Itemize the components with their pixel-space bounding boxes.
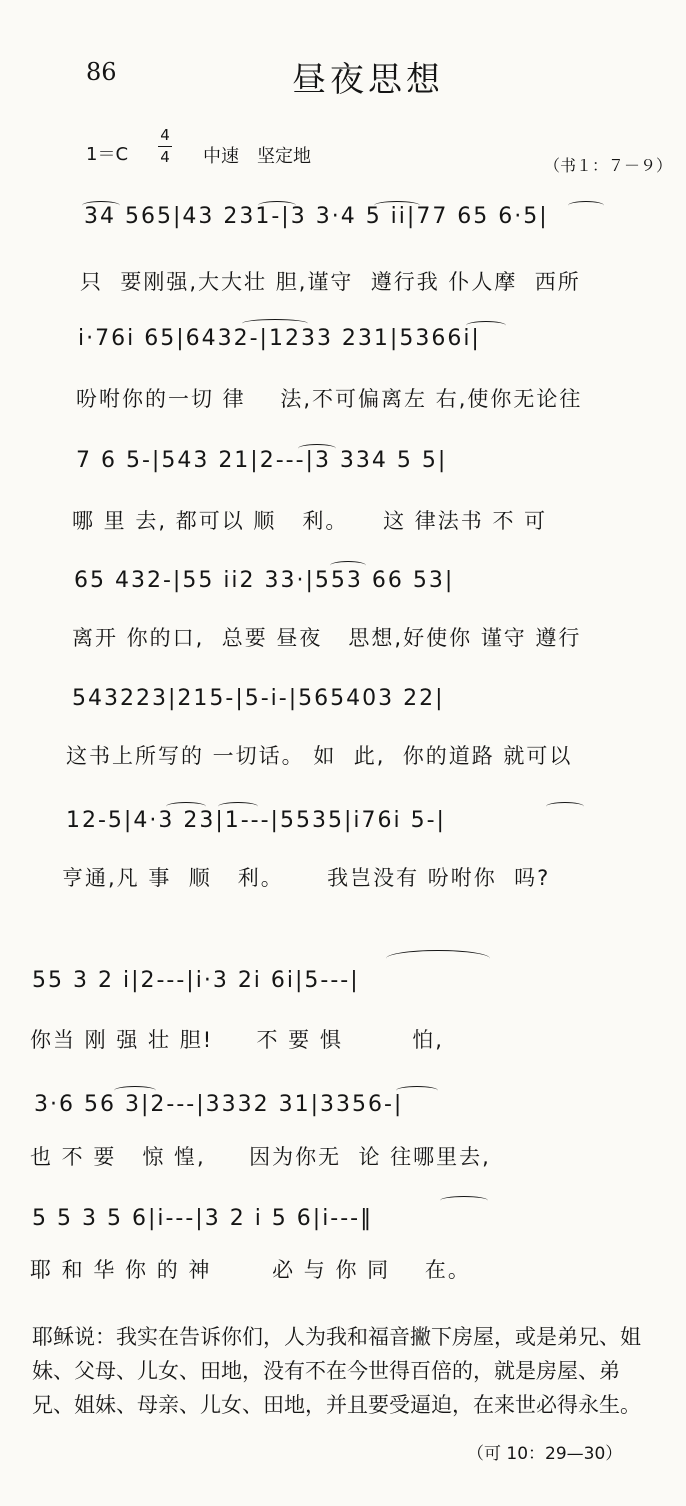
lyrics-line-8: 也 不 要 惊 惶, 因为你无 论 往哪里去, xyxy=(30,1145,491,1169)
slur-mark xyxy=(166,802,206,811)
slur-mark xyxy=(546,802,584,811)
notation-line-1: 34 565|43 231-|3 3·4 5 ii|77 65 6·5| xyxy=(84,204,549,229)
slur-mark xyxy=(466,321,506,330)
lyrics-line-7: 你当 刚 强 壮 胆! 不 要 惧 怕, xyxy=(30,1028,444,1052)
time-signature-numerator: 4 xyxy=(160,126,170,144)
notation-line-6: 12-5|4·3 23|1---|5535|i76i 5-| xyxy=(66,808,446,833)
footer-reference: （可 10：29—30） xyxy=(467,1444,623,1464)
slur-mark xyxy=(114,1086,156,1095)
slur-mark xyxy=(396,1086,438,1095)
lyrics-line-9: 耶 和 华 你 的 神 必 与 你 同 在。 xyxy=(30,1258,471,1282)
tempo-marking: 中速 坚定地 xyxy=(203,146,311,167)
notation-line-4: 65 432-|55 ii2 33·|553 66 53| xyxy=(74,568,455,593)
time-signature-divider xyxy=(158,146,172,147)
page-number: 86 xyxy=(86,58,117,86)
slur-mark xyxy=(568,201,604,210)
notation-line-5: 543223|215-|5-i-|565403 22| xyxy=(72,686,445,711)
time-signature-denominator: 4 xyxy=(160,148,170,166)
slur-mark xyxy=(386,950,490,967)
slur-mark xyxy=(298,444,336,453)
lyrics-line-6: 亨通,凡 事 顺 利。 我岂没有 吩咐你 吗? xyxy=(62,866,551,890)
scripture-reference: （书１：７－９） xyxy=(544,156,673,175)
slur-mark xyxy=(258,201,296,210)
slur-mark xyxy=(374,201,420,210)
notation-line-2: i·76i 65|6432-|1233 231|5366i| xyxy=(78,326,481,351)
lyrics-line-5: 这书上所写的 一切话。 如 此, 你的道路 就可以 xyxy=(66,744,573,768)
slur-mark xyxy=(330,561,366,570)
lyrics-line-3: 哪 里 去, 都可以 顺 利。 这 律法书 不 可 xyxy=(72,509,548,533)
key-signature: 1＝C xyxy=(86,144,129,165)
lyrics-line-2: 吩咐你的一切 律 法,不可偏离左 右,使你无论往 xyxy=(76,387,583,411)
lyrics-line-1: 只 要刚强,大大壮 胆,谨守 遵行我 仆人摩 西所 xyxy=(80,270,581,294)
notation-line-8: 3·6 56 3|2---|3332 31|3356-| xyxy=(34,1092,404,1117)
slur-mark xyxy=(218,802,258,811)
notation-line-9: 5 5 3 5 6|i---|3 2 i 5 6|i---‖ xyxy=(32,1206,374,1231)
slur-mark xyxy=(242,319,308,328)
lyrics-line-4: 离开 你的口, 总要 昼夜 思想,好使你 谨守 遵行 xyxy=(72,626,582,650)
notation-line-7: 55 3 2 i|2---|i·3 2i 6i|5---| xyxy=(32,968,360,993)
slur-mark xyxy=(82,201,120,210)
time-signature xyxy=(158,128,172,165)
notation-line-3: 7 6 5-|543 21|2---|3 334 5 5| xyxy=(76,448,448,473)
song-title: 昼夜思想 xyxy=(292,60,444,100)
slur-mark xyxy=(440,1196,488,1205)
footer-scripture-text: 耶稣说：我实在告诉你们，人为我和福音撇下房屋，或是弟兄、姐妹、父母、儿女、田地，没有不在今世得百倍的，就是房屋、弟兄、姐妹、母亲、儿女、田地，并且要受逼迫，在来世必得永生。 xyxy=(32,1325,641,1417)
